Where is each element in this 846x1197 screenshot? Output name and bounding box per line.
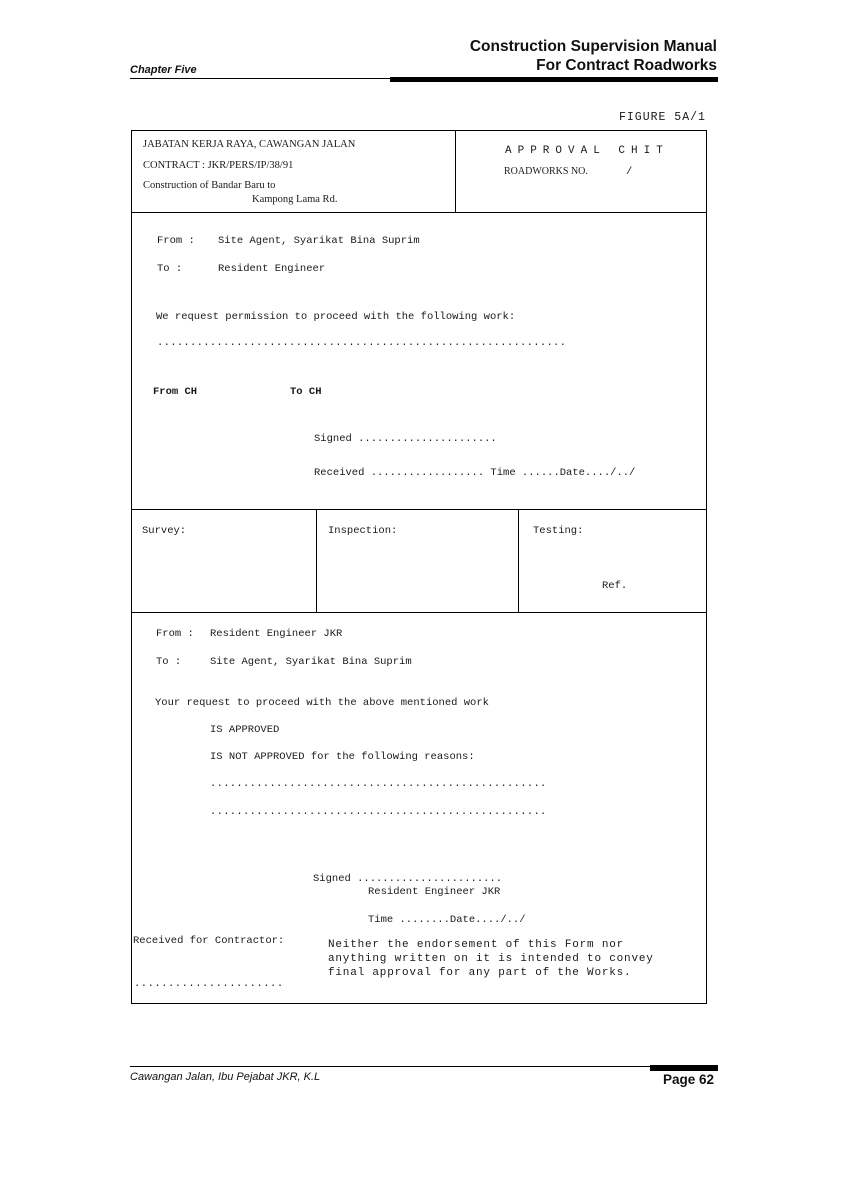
- top-row-divider: [131, 212, 707, 213]
- request-received: Received .................. Time ......Date..../../: [314, 467, 636, 479]
- request-signed: Signed ......................: [314, 433, 497, 445]
- roadworks-no-slash: /: [626, 166, 633, 178]
- received-contractor-dots: ......................: [134, 978, 284, 990]
- sections-top-divider: [131, 509, 707, 510]
- reasons-dots-1: ...................................................: [210, 778, 547, 790]
- header-rule-thin: [130, 78, 390, 79]
- sections-vertical-1: [316, 509, 317, 612]
- reply-signer: Resident Engineer JKR: [368, 886, 501, 898]
- to-ch-label: To CH: [290, 386, 322, 398]
- project-line-2: Kampong Lama Rd.: [252, 194, 338, 205]
- request-from-value: Site Agent, Syarikat Bina Suprim: [218, 235, 420, 247]
- manual-title: Construction Supervision Manual: [469, 38, 717, 55]
- figure-label: FIGURE 5A/1: [619, 111, 706, 124]
- not-approved-option: IS NOT APPROVED for the following reasons:: [210, 751, 475, 763]
- top-row-vertical: [455, 130, 456, 212]
- testing-label: Testing:: [533, 525, 584, 537]
- header-rule-thick: [390, 77, 718, 82]
- footer-rule-thin: [130, 1066, 718, 1067]
- manual-subtitle: For Contract Roadworks: [536, 57, 717, 74]
- reply-time-date: Time ........Date..../../: [368, 914, 526, 926]
- request-to-value: Resident Engineer: [218, 263, 326, 275]
- from-ch-label: From CH: [153, 386, 198, 398]
- disclaimer-line-1: Neither the endorsement of this Form nor: [328, 939, 625, 951]
- reasons-dots-2: ...................................................: [210, 806, 547, 818]
- reply-to-value: Site Agent, Syarikat Bina Suprim: [210, 656, 412, 668]
- form-title: APPROVAL CHIT: [505, 145, 669, 157]
- received-for-contractor: Received for Contractor:: [133, 935, 285, 947]
- department-line: JABATAN KERJA RAYA, CAWANGAN JALAN: [143, 139, 356, 150]
- inspection-label: Inspection:: [328, 525, 398, 537]
- footer-department: Cawangan Jalan, Ibu Pejabat JKR, K.L: [130, 1071, 321, 1083]
- page-number: Page 62: [663, 1072, 715, 1087]
- approved-option: IS APPROVED: [210, 724, 280, 736]
- sections-vertical-2: [518, 509, 519, 612]
- footer-rule-thick: [650, 1065, 718, 1071]
- reply-from-value: Resident Engineer JKR: [210, 628, 343, 640]
- request-to-label: To :: [157, 263, 183, 275]
- ref-label: Ref.: [602, 580, 628, 592]
- project-line: Construction of Bandar Baru to: [143, 180, 276, 191]
- sections-bottom-divider: [131, 612, 707, 613]
- disclaimer-line-3: final approval for any part of the Works.: [328, 967, 632, 979]
- survey-label: Survey:: [142, 525, 187, 537]
- roadworks-no-label: ROADWORKS NO.: [504, 166, 588, 177]
- request-from-label: From :: [157, 235, 195, 247]
- chapter-label: Chapter Five: [130, 64, 197, 76]
- contract-line: CONTRACT : JKR/PERS/IP/38/91: [143, 160, 294, 171]
- work-description-dots: ..............................................................: [157, 337, 567, 349]
- reply-to-label: To :: [156, 656, 182, 668]
- reply-from-label: From :: [156, 628, 194, 640]
- reply-request-text: Your request to proceed with the above mentioned work: [155, 697, 489, 709]
- reply-signed: Signed .......................: [313, 873, 503, 885]
- request-text: We request permission to proceed with the following work:: [156, 311, 516, 323]
- disclaimer-line-2: anything written on it is intended to convey: [328, 953, 654, 965]
